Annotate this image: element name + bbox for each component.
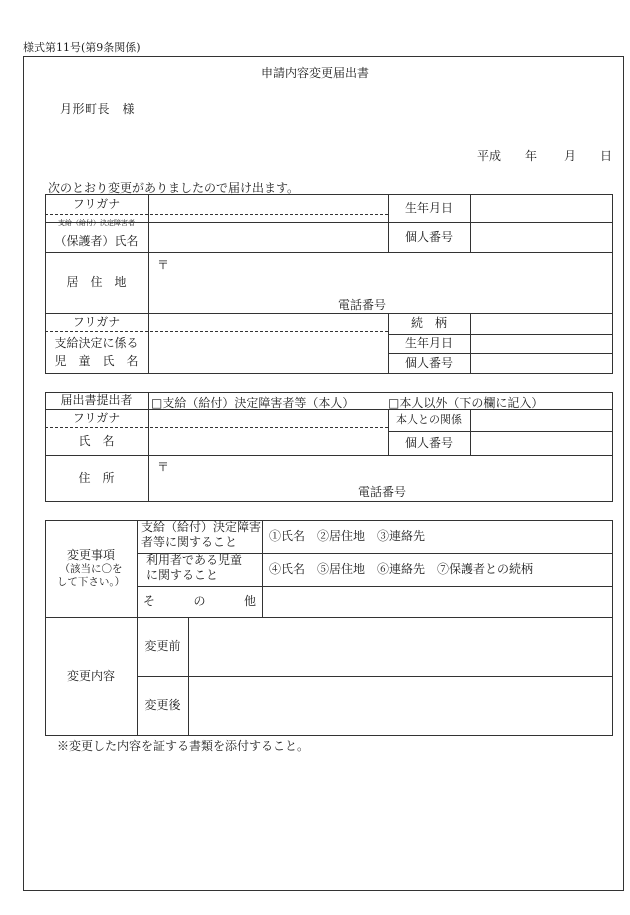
submitter-furigana-label: フリガナ [72,410,121,425]
change-content-label: 変更内容 [66,668,115,683]
before-change-label: 変更前 [144,639,181,653]
footnote: ※変更した内容を証する書類を添付すること。 [57,739,310,753]
submitter-name-label: 氏 名 [78,434,115,448]
submitter-personal-number-label: 個人番号 [404,435,453,450]
category-other-label: そ の 他 [143,594,256,608]
submitter-phone-label: 電話番号 [358,485,407,499]
form-code: 様式第11号(第9条関係) [23,41,141,54]
relationship-label: 続 柄 [410,316,447,330]
birthdate-label: 生年月日 [404,200,453,215]
child-personal-number-label: 個人番号 [404,355,453,370]
child-furigana-field[interactable] [148,313,388,331]
submitter-label: 届出書提出者 [60,393,133,407]
submitter-name-field[interactable] [148,428,388,455]
change-items-label: 変更事項 （該当に〇を して下さい。） [56,547,126,588]
date-month: 月 [564,149,577,163]
furigana-label: フリガナ [72,196,121,211]
applicant-name-field[interactable] [148,215,388,252]
category-child-label: 利用者である児童 に関すること [146,553,243,582]
date-year: 年 [525,149,538,163]
after-change-field[interactable] [188,676,612,735]
applicant-furigana-field[interactable] [148,194,388,214]
child-birthdate-label: 生年月日 [404,336,453,350]
personal-number-label: 個人番号 [404,229,453,244]
residence-label: 居 住 地 [66,275,127,289]
child-name-label-2: 児 童 氏 名 [54,353,139,368]
submitter-postal-mark: 〒 [157,460,170,474]
date-era: 平成 [477,149,502,163]
child-personal-number-field[interactable] [470,353,612,373]
guardian-name-label: （保護者）氏名 [54,234,139,248]
intro-text: 次のとおり変更がありましたので届け出ます。 [48,181,300,195]
submitter-personal-number-field[interactable] [470,431,612,455]
birthdate-field[interactable] [470,194,612,222]
postal-mark: 〒 [157,258,170,272]
checkbox-other[interactable]: □本人以外（下の欄に記入） [388,396,544,410]
addressee: 月形町長 様 [60,102,136,116]
before-change-field[interactable] [188,617,612,676]
checkbox-self[interactable]: □支給（給付）決定障害者等（本人） [151,396,355,410]
child-name-label-1: 支給決定に係る [54,335,139,350]
date-day: 日 [600,149,613,163]
personal-number-field[interactable] [470,222,612,252]
phone-label: 電話番号 [338,298,387,312]
child-name-field[interactable] [148,332,388,373]
document-title: 申請内容変更届出書 [260,66,369,80]
decision-holder-label: 支給（給付）決定障害者 [58,218,135,227]
child-furigana-label: フリガナ [72,314,121,329]
category-disabled-person-options[interactable]: ①氏名 ②居住地 ③連絡先 [269,529,426,543]
relation-to-self-label: 本人との関係 [396,413,462,427]
after-change-label: 変更後 [144,698,181,712]
submitter-address-label: 住 所 [78,470,115,485]
child-birthdate-field[interactable] [470,334,612,353]
relation-to-self-field[interactable] [470,409,612,431]
submitter-furigana-field[interactable] [148,409,388,427]
category-child-options[interactable]: ④氏名 ⑤居住地 ⑥連絡先 ⑦保護者との続柄 [269,562,534,576]
category-other-field[interactable] [262,586,612,617]
relationship-field[interactable] [470,313,612,334]
category-disabled-person-label: 支給（給付）決定障害 者等に関すること [141,520,262,549]
